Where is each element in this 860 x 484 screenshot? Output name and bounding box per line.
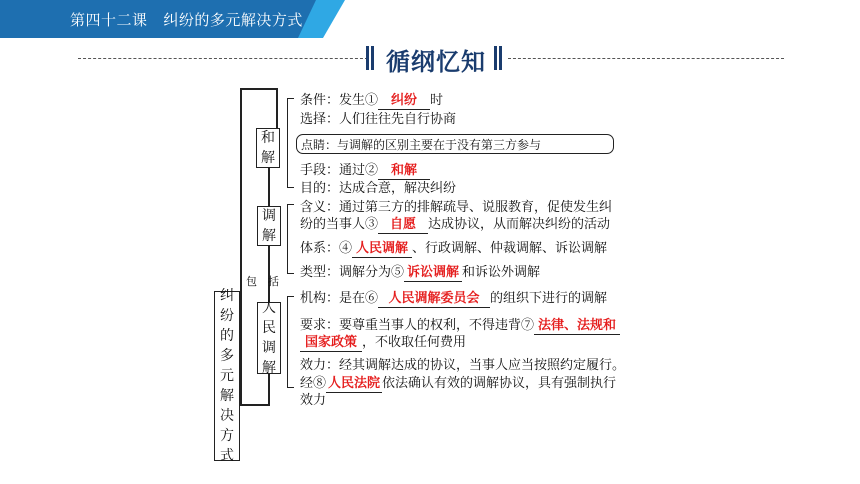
- answer-7b: 国家政策: [304, 335, 357, 350]
- renmin-requirement-2: 国家政策 ，不收取任何费用: [300, 334, 466, 352]
- header-topic: 纠纷的多元解决方式: [163, 11, 303, 29]
- title-bar-left-2: [371, 46, 374, 70]
- hejie-condition: 条件：发生① 纠纷 时: [300, 93, 444, 108]
- answer-4: 人民调解: [356, 241, 409, 256]
- tiaojie-types: 类型：调解分为⑤ 诉讼调解 和诉讼外调解: [300, 265, 541, 280]
- connector: [240, 88, 276, 90]
- answer-8: 人民法院: [328, 376, 381, 391]
- header-title: [70, 9, 303, 30]
- renmin-effect-2: 经⑧ 人民法院 依法确认有效的调解协议，具有强制执行: [300, 376, 617, 391]
- header-lesson: 第四十二课: [70, 11, 148, 29]
- answer-1: 纠纷: [391, 93, 418, 108]
- connector: [240, 404, 270, 406]
- answer-7a: 法律、法规和: [538, 318, 617, 333]
- title-bar-right-2: [499, 46, 502, 70]
- bracket-renmin: [287, 296, 294, 388]
- hejie-means: 手段：通过② 和解: [300, 162, 430, 180]
- renmin-institution: 机构：是在⑥ 人民调解委员会 的组织下进行的调解: [300, 291, 608, 306]
- answer-2: 和解: [391, 163, 418, 178]
- connector: [276, 88, 278, 128]
- include-label-1: 包: [246, 275, 257, 288]
- answer-3: 自愿: [390, 217, 417, 232]
- root-box: 纠 纷 的 多 元 解 决 方 式: [214, 291, 240, 461]
- hejie-purpose: 目的：达成合意，解决纠纷: [300, 181, 457, 196]
- root-spine: [240, 88, 242, 404]
- renmin-requirement-1: 要求：要尊重当事人的权利，不得违背⑦ 法律、法规和: [300, 317, 620, 335]
- answer-5: 诉讼调解: [407, 265, 460, 280]
- connector: [268, 166, 270, 206]
- tiaojie-meaning-1: 含义：通过第三方的排解疏导、说服教育，促使发生纠: [300, 200, 613, 215]
- answer-6: 人民调解委员会: [388, 291, 480, 306]
- box-tiaojie: 调 解: [257, 206, 281, 246]
- hejie-choice: 选择：人们往往先自行协商: [300, 112, 457, 127]
- title-bar-right: [494, 46, 497, 70]
- bracket-tiaojie: [287, 204, 294, 274]
- hejie-tip-box: 点睛：与调解的区别主要在于没有第三方参与: [296, 134, 614, 154]
- include-label-2: 括: [268, 275, 279, 288]
- renmin-effect-3: 效力: [300, 393, 327, 408]
- tiaojie-meaning-2: 纷的当事人③ 自愿 达成协议，从而解决纠纷的活动: [300, 217, 611, 232]
- title-dashed-line-left: [78, 58, 368, 59]
- box-renmin-tiaojie: 人 民 调 解: [257, 302, 281, 374]
- section-title: 循纲忆知: [386, 48, 486, 76]
- title-dashed-line-right: [508, 58, 784, 59]
- box-hejie: 和 解: [256, 128, 280, 168]
- bracket-hejie: [287, 98, 294, 188]
- tiaojie-system: 体系：④ 人民调解 、行政调解、仲裁调解、诉讼调解: [300, 241, 608, 256]
- title-bar-left: [366, 46, 369, 70]
- renmin-effect-1: 效力：经其调解达成的协议，当事人应当按照约定履行。: [300, 358, 626, 373]
